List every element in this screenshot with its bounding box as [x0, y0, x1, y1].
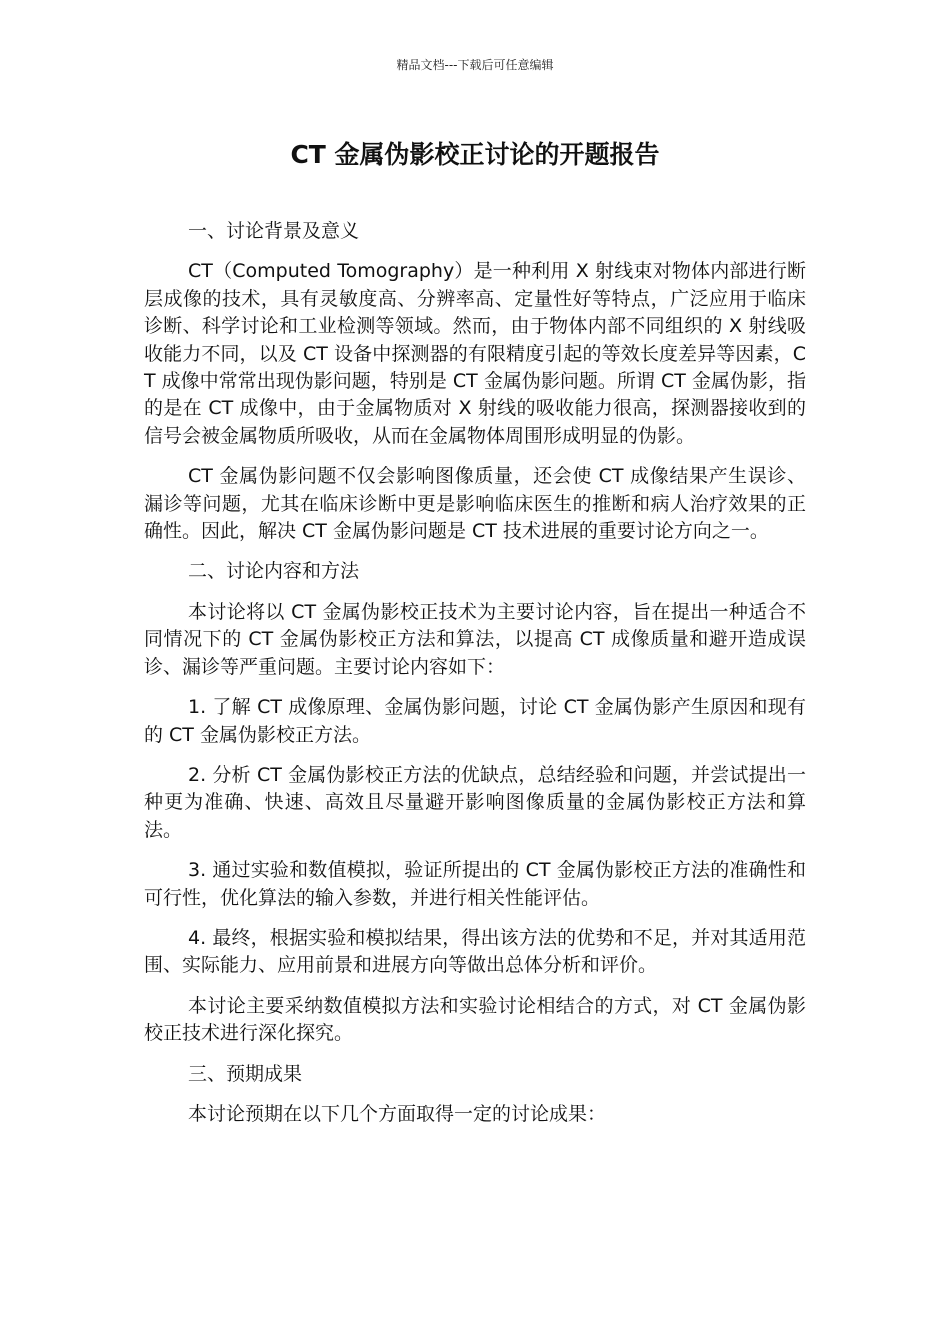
section-heading-expected-results: 三、预期成果 [188, 1062, 303, 1085]
body-paragraph: 本讨论预期在以下几个方面取得一定的讨论成果： [188, 1102, 607, 1125]
body-paragraph: 本讨论将以 CT 金属伪影校正技术为主要讨论内容，旨在提出一种适合不同情况下的 CT 金属伪影校正方法和算法，以提高 CT 成像质量和避开造成误诊、漏诊等严重问题。主要讨论内容如下： [144, 600, 806, 678]
section-heading-background: 一、讨论背景及意义 [188, 220, 360, 242]
document-body [144, 218, 806, 1141]
body-paragraph: 本讨论主要采纳数值模拟方法和实验讨论相结合的方式，对 CT 金属伪影校正技术进行深化探究。 [144, 994, 806, 1045]
body-paragraph: CT（Computed Tomography）是一种利用 X 射线束对物体内部进行断层成像的技术，具有灵敏度高、分辨率高、定量性好等特点，广泛应用于临床诊断、科学讨论和工业检测等领域。然而，由于物体内部不同组织的 X 射线吸收能力不同，以及 CT 设备中探测器的有限精度引起的等效长度差异等因素，CT 成像中常常出现伪影问题，特别是 CT 金属伪影问题。所谓 CT 金属伪影，指的是在 CT 成像中，由于金属物质对 X 射线的吸收能力很高，探测器接收到的信号会被金属物质所吸收，从而在金属物体周围形成明显的伪影。 [144, 260, 806, 447]
list-item: 2. 分析 CT 金属伪影校正方法的优缺点，总结经验和问题，并尝试提出一种更为准确、快速、高效且尽量避开影响图像质量的金属伪影校正方法和算法。 [144, 763, 806, 841]
list-item: 1. 了解 CT 成像原理、金属伪影问题，讨论 CT 金属伪影产生原因和现有的 CT 金属伪影校正方法。 [144, 696, 806, 746]
body-paragraph: CT 金属伪影问题不仅会影响图像质量，还会使 CT 成像结果产生误诊、漏诊等问题，尤其在临床诊断中更是影响临床医生的推断和病人治疗效果的正确性。因此，解决 CT 金属伪影问题是 CT 技术进展的重要讨论方向之一。 [144, 465, 806, 543]
list-item: 3. 通过实验和数值模拟，验证所提出的 CT 金属伪影校正方法的准确性和可行性，优化算法的输入参数，并进行相关性能评估。 [144, 859, 806, 909]
section-heading-content-methods: 二、讨论内容和方法 [188, 560, 360, 583]
page-header: 精品文档---下载后可任意编辑 [396, 58, 554, 72]
list-item: 4. 最终，根据实验和模拟结果，得出该方法的优势和不足，并对其适用范围、实际能力、应用前景和进展方向等做出总体分析和评价。 [144, 926, 806, 977]
document-title: CT 金属伪影校正讨论的开题报告 [290, 140, 660, 169]
